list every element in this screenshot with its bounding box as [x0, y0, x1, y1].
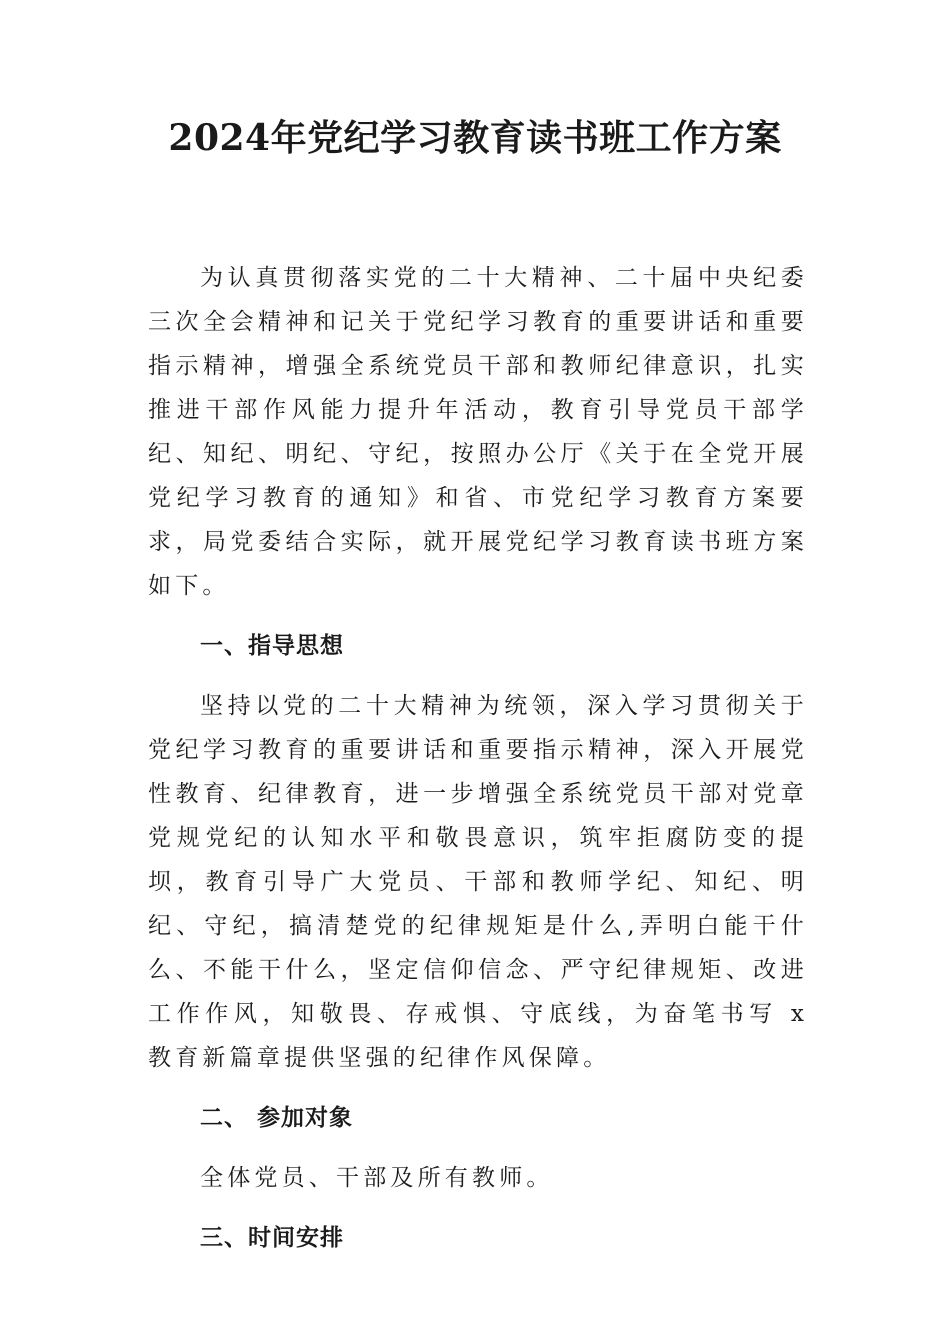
section-text-guiding-ideology: 坚持以党的二十大精神为统领，深入学习贯彻关于党纪学习教育的重要讲话和重要指示精神，深入开展党性教育、纪律教育，进一步增强全系统党员干部对党章党规党纪的认知水平和敬畏意识，筑牢拒腐防变的提坝，教育引导广大党员、干部和教师学纪、知纪、明纪、守纪，搞清楚党的纪律规矩是什么,弄明白能干什么、不能干什么，坚定信仰信念、严守纪律规矩、改进工作作风，知敬畏、存戒惧、守底线，为奋笔书写 x 教育新篇章提供坚强的纪律作风保障。	[148, 693, 808, 1071]
section-heading-schedule: 三、时间安排	[200, 1224, 344, 1251]
section-heading-guiding-ideology: 一、指导思想	[200, 632, 344, 659]
document-body	[148, 256, 808, 1276]
intro-paragraph: 为认真贯彻落实党的二十大精神、二十届中央纪委三次全会精神和记关于党纪学习教育的重要讲话和重要指示精神，增强全系统党员干部和教师纪律意识，扎实推进干部作风能力提升年活动，教育引导党员干部学纪、知纪、明纪、守纪，按照办公厅《关于在全党开展党纪学习教育的通知》和省、市党纪学习教育方案要求，局党委结合实际，就开展党纪学习教育读书班方案如下。	[148, 265, 808, 599]
section-heading-participants: 二、 参加对象	[200, 1104, 354, 1131]
section-text-participants: 全体党员、干部及所有教师。	[200, 1165, 554, 1191]
document-title: 2024年党纪学习教育读书班工作方案	[168, 117, 782, 159]
